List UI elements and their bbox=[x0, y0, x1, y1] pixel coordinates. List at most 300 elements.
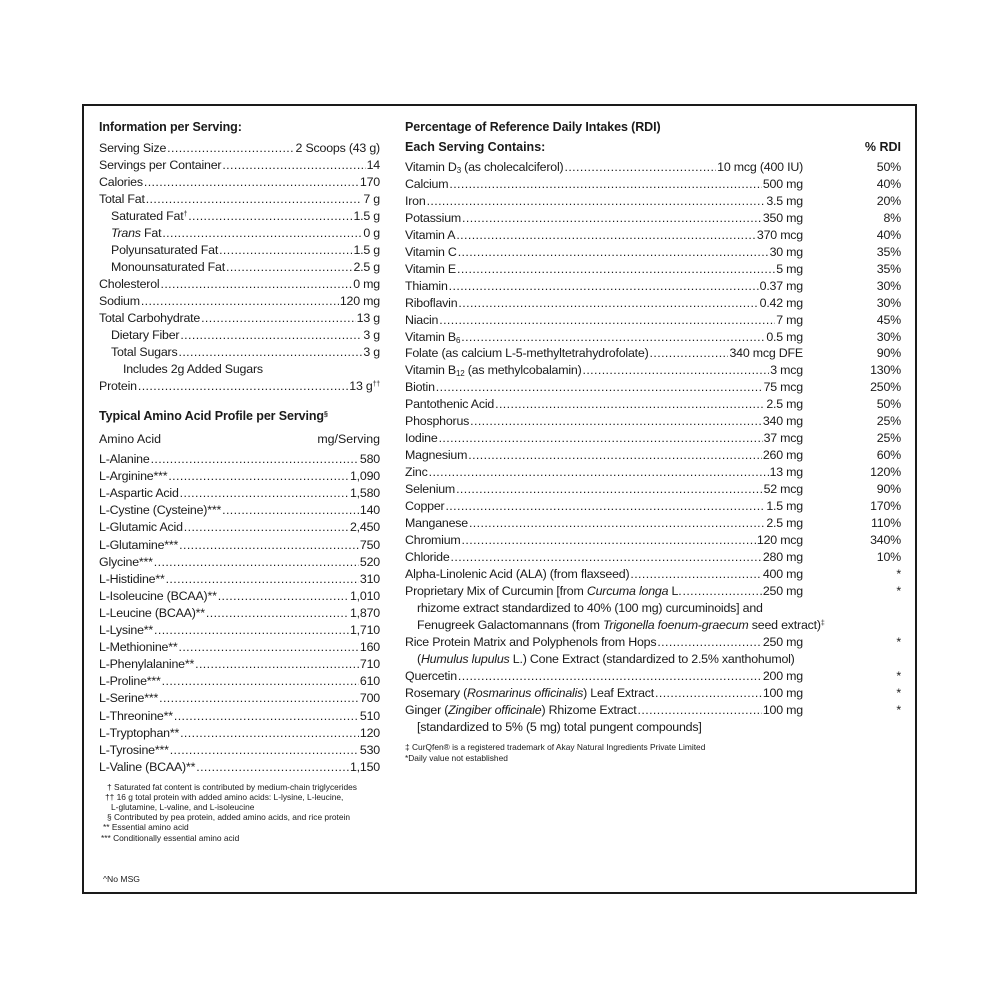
row-rdi-percent: * bbox=[896, 634, 901, 649]
row-label: L-Proline*** bbox=[99, 674, 161, 689]
row-label: Chloride bbox=[405, 549, 450, 564]
info-row bbox=[99, 174, 380, 191]
row-amount: 5 mg bbox=[776, 261, 803, 276]
rdi-row bbox=[405, 227, 901, 244]
row-label: Dietary Fiber bbox=[111, 328, 180, 342]
row-amount: 2,450 bbox=[349, 520, 380, 535]
rdi-row bbox=[405, 261, 901, 278]
row-amount: 3 g bbox=[363, 345, 380, 359]
leader-dots bbox=[144, 174, 359, 191]
leader-dots bbox=[166, 571, 359, 588]
row-label: Potassium bbox=[405, 210, 462, 225]
leader-dots bbox=[456, 227, 756, 244]
row-label: Calories bbox=[99, 175, 143, 189]
row-label: L-Tyrosine*** bbox=[99, 742, 169, 757]
row-label: L-Threonine** bbox=[99, 708, 173, 723]
rdi-row bbox=[405, 159, 901, 176]
row-label: Vitamin $D_3$ (as cholecalciferol) bbox=[405, 160, 564, 175]
info-row bbox=[99, 276, 380, 293]
leader-dots bbox=[655, 685, 762, 702]
row-amount: 30 mg bbox=[769, 244, 803, 259]
row-amount: 350 mg bbox=[762, 210, 803, 225]
amino-acid-row bbox=[99, 571, 380, 588]
row-label: Iron bbox=[405, 193, 426, 208]
footnote-line: †† 16 g total protein with added amino acids: L-lysine, L-leucine, bbox=[105, 792, 344, 802]
amino-acid-row bbox=[99, 690, 380, 707]
rdi-row bbox=[405, 193, 901, 210]
rdi-row bbox=[405, 312, 901, 329]
row-amount: 3 g bbox=[363, 328, 380, 342]
amino-col-right: mg/Serving bbox=[317, 432, 380, 446]
row-amount: 170 bbox=[359, 175, 380, 189]
amino-acid-row bbox=[99, 554, 380, 571]
rice-protein-row bbox=[405, 634, 901, 651]
row-amount: 100 mg bbox=[762, 685, 803, 700]
rdi-row bbox=[405, 481, 901, 498]
leader-dots bbox=[630, 566, 761, 583]
leader-dots bbox=[469, 515, 765, 532]
rdi-row bbox=[405, 345, 901, 362]
row-amount: 700 bbox=[359, 691, 380, 706]
leader-dots bbox=[218, 588, 349, 605]
row-label: Quercetin bbox=[405, 668, 457, 683]
row-amount: 0.5 mg bbox=[766, 329, 803, 344]
row-amount: 0.42 mg bbox=[759, 295, 803, 310]
amino-acid-row bbox=[99, 468, 380, 485]
row-amount: 2.5 g bbox=[353, 260, 380, 274]
rice-protein-line2: (Humulus lupulus L.) Cone Extract (standardized to 2.5% xanthohumol) bbox=[417, 651, 795, 666]
info-row bbox=[99, 293, 380, 310]
row-rdi-percent: 120% bbox=[870, 465, 901, 480]
leader-dots bbox=[154, 622, 349, 639]
leader-dots bbox=[180, 485, 349, 502]
row-rdi-percent: 250% bbox=[870, 380, 901, 395]
leader-dots bbox=[226, 259, 352, 276]
curcumin-line3: Fenugreek Galactomannans (from Trigonella foenum-graecum seed extract)‡ bbox=[417, 617, 825, 632]
row-rdi-percent: * bbox=[896, 685, 901, 700]
row-label: Manganese bbox=[405, 515, 468, 530]
leader-dots bbox=[439, 312, 775, 329]
quercetin-row bbox=[405, 668, 901, 685]
row-amount: 340 mcg DFE bbox=[729, 346, 803, 361]
leader-dots bbox=[461, 329, 765, 346]
row-label: L-Tryptophan** bbox=[99, 725, 180, 740]
info-subrow: Includes 2g Added Sugars bbox=[123, 362, 263, 376]
amino-acid-row bbox=[99, 519, 380, 536]
amino-acid-row bbox=[99, 622, 380, 639]
row-label: Total Sugars bbox=[111, 345, 178, 359]
row-amount: 750 bbox=[359, 537, 380, 552]
rdi-row bbox=[405, 244, 901, 261]
row-rdi-percent: 110% bbox=[871, 515, 901, 530]
row-label: L-Glutamic Acid bbox=[99, 520, 183, 535]
row-label: L-Glutamine*** bbox=[99, 537, 179, 552]
rdi-row bbox=[405, 549, 901, 566]
row-label: Protein bbox=[99, 379, 137, 393]
row-label: L-Arginine*** bbox=[99, 469, 168, 484]
leader-dots bbox=[201, 310, 356, 327]
leader-dots bbox=[178, 639, 358, 656]
amino-column-headers bbox=[99, 431, 380, 448]
amino-acid-row bbox=[99, 656, 380, 673]
row-amount: 52 mcg bbox=[763, 482, 803, 497]
row-amount: 0 mg bbox=[353, 277, 380, 291]
row-label: Zinc bbox=[405, 465, 428, 480]
leader-dots bbox=[159, 690, 359, 707]
row-amount: 1,090 bbox=[349, 469, 380, 484]
row-amount: 7 g bbox=[363, 192, 380, 206]
leader-dots bbox=[468, 447, 762, 464]
row-amount: 1.5 g bbox=[353, 209, 380, 223]
leader-dots bbox=[162, 225, 362, 242]
row-rdi-percent: 130% bbox=[870, 363, 901, 378]
row-amount: 120 mcg bbox=[756, 532, 803, 547]
row-label: Total Carbohydrate bbox=[99, 311, 201, 325]
amino-title-text: Typical Amino Acid Profile per Serving§ bbox=[99, 409, 328, 423]
rdi-footnote-line: *Daily value not established bbox=[405, 753, 508, 763]
rdi-row bbox=[405, 532, 901, 549]
leader-dots bbox=[657, 634, 762, 651]
row-label: Polyunsaturated Fat bbox=[111, 243, 219, 257]
row-label: Riboflavin bbox=[405, 295, 458, 310]
row-label: Total Fat bbox=[99, 192, 145, 206]
row-label: Vitamin A bbox=[405, 227, 456, 242]
row-amount: 160 bbox=[359, 640, 380, 655]
leader-dots bbox=[146, 191, 363, 208]
row-label: L-Histidine** bbox=[99, 571, 165, 586]
row-label: L-Isoleucine (BCAA)** bbox=[99, 588, 217, 603]
row-amount: 580 bbox=[359, 452, 380, 466]
row-amount: 13 g†† bbox=[349, 379, 380, 393]
info-row bbox=[99, 140, 380, 157]
row-rdi-percent: 90% bbox=[876, 346, 901, 361]
row-label: Proprietary Mix of Curcumin [from Curcuma longa L. bbox=[405, 583, 682, 598]
row-label: Pantothenic Acid bbox=[405, 397, 495, 412]
row-amount: 1,580 bbox=[349, 486, 380, 501]
row-label: L-Serine*** bbox=[99, 691, 159, 706]
row-rdi-percent: 35% bbox=[876, 244, 901, 259]
row-label: L-Alanine bbox=[99, 452, 150, 466]
leader-dots bbox=[445, 498, 765, 515]
row-amount: 530 bbox=[359, 742, 380, 757]
row-label: Serving Size bbox=[99, 141, 167, 155]
leader-dots bbox=[180, 725, 359, 742]
row-amount: 370 mcg bbox=[756, 227, 803, 242]
amino-acid-row bbox=[99, 673, 380, 690]
row-amount: 7 mg bbox=[776, 312, 803, 327]
row-amount: 13 mg bbox=[769, 465, 803, 480]
row-amount: 280 mg bbox=[762, 549, 803, 564]
no-msg-note: ^No MSG bbox=[103, 874, 140, 884]
row-label: Glycine*** bbox=[99, 554, 153, 569]
rdi-row bbox=[405, 464, 901, 481]
row-rdi-percent: 60% bbox=[876, 448, 901, 463]
leader-dots bbox=[462, 210, 762, 227]
leader-dots bbox=[449, 176, 762, 193]
row-amount: 10 mcg (400 IU) bbox=[717, 160, 803, 174]
leader-dots bbox=[162, 673, 359, 690]
row-amount: 1,710 bbox=[349, 623, 380, 637]
row-label: Rosemary (Rosmarinus officinalis) Leaf Extract bbox=[405, 685, 655, 700]
rdi-row bbox=[405, 515, 901, 532]
row-label: L-Aspartic Acid bbox=[99, 486, 179, 501]
row-rdi-percent: 50% bbox=[876, 160, 901, 174]
amino-acid-row bbox=[99, 502, 380, 519]
row-rdi-percent: * bbox=[896, 566, 901, 581]
row-label: L-Leucine (BCAA)** bbox=[99, 605, 205, 620]
leader-dots bbox=[174, 708, 359, 725]
row-amount: 140 bbox=[359, 503, 380, 518]
amino-acid-row bbox=[99, 485, 380, 502]
supplement-facts-panel bbox=[82, 104, 917, 894]
amino-profile-title bbox=[99, 409, 328, 423]
row-label: Folate (as calcium L-5-methyltetrahydrofolate) bbox=[405, 346, 649, 361]
row-label: Trans Fat bbox=[111, 226, 162, 240]
row-rdi-percent: 40% bbox=[876, 176, 901, 191]
row-label: Vitamin $B_6$ bbox=[405, 329, 461, 345]
row-label: Ginger (Zingiber officinale) Rhizome Extract bbox=[405, 702, 637, 717]
row-rdi-percent: * bbox=[896, 583, 901, 598]
leader-dots bbox=[222, 157, 365, 174]
rdi-title: Percentage of Reference Daily Intakes (RDI) bbox=[405, 120, 661, 134]
row-label: Iodine bbox=[405, 431, 438, 446]
row-label: Saturated Fat† bbox=[111, 209, 188, 223]
rdi-row bbox=[405, 362, 901, 379]
ginger-row bbox=[405, 702, 901, 719]
row-amount: 250 mg bbox=[762, 583, 803, 598]
footnote-line: L-glutamine, L-valine, and L-isoleucine bbox=[111, 802, 255, 812]
leader-dots bbox=[219, 242, 352, 259]
rdi-pct-header: % RDI bbox=[864, 140, 901, 154]
footnote-line: *** Conditionally essential amino acid bbox=[101, 833, 240, 843]
row-amount: 100 mg bbox=[762, 702, 803, 717]
row-label: Phosphorus bbox=[405, 414, 470, 429]
leader-dots bbox=[458, 668, 762, 685]
amino-acid-row bbox=[99, 708, 380, 725]
row-amount: 2.5 mg bbox=[766, 397, 803, 412]
rdi-subheader bbox=[405, 139, 901, 156]
footnote-line: ** Essential amino acid bbox=[103, 822, 189, 832]
row-label: Vitamin E bbox=[405, 261, 456, 276]
rdi-row bbox=[405, 210, 901, 227]
row-rdi-percent: 30% bbox=[876, 329, 901, 344]
info-row bbox=[99, 208, 380, 225]
curcumin-row bbox=[405, 583, 901, 600]
leader-dots bbox=[638, 702, 762, 719]
row-amount: 710 bbox=[359, 657, 380, 672]
row-amount: 120 mg bbox=[339, 294, 380, 308]
info-row bbox=[99, 327, 380, 344]
row-amount: 13 g bbox=[356, 311, 380, 325]
row-label: Magnesium bbox=[405, 448, 468, 463]
leader-dots bbox=[682, 583, 761, 600]
curcumin-line2: rhizome extract standardized to 40% (100 mg) curcuminoids] and bbox=[417, 600, 763, 615]
row-amount: 1.5 mg bbox=[766, 499, 803, 513]
amino-acid-row bbox=[99, 451, 380, 468]
row-label: Vitamin $B_{12}$ (as methylcobalamin) bbox=[405, 363, 582, 379]
leader-dots bbox=[160, 276, 352, 293]
row-rdi-percent: 30% bbox=[876, 278, 901, 293]
row-amount: 310 bbox=[359, 571, 380, 586]
info-row bbox=[99, 157, 380, 174]
leader-dots bbox=[439, 430, 763, 447]
leader-dots bbox=[154, 554, 359, 571]
leader-dots bbox=[451, 549, 762, 566]
leader-dots bbox=[141, 293, 339, 310]
rdi-footnote-line: ‡ CurQfen® is a registered trademark of Akay Natural Ingredients Private Limited bbox=[405, 742, 706, 752]
row-amount: 340 mg bbox=[762, 414, 803, 429]
row-rdi-percent: 40% bbox=[876, 227, 901, 242]
row-rdi-percent: 90% bbox=[876, 482, 901, 497]
row-label: Cholesterol bbox=[99, 277, 160, 291]
row-label: L-Methionine** bbox=[99, 640, 178, 655]
row-label: Vitamin C bbox=[405, 244, 457, 259]
row-rdi-percent: 25% bbox=[876, 414, 901, 429]
row-amount: 500 mg bbox=[762, 176, 803, 191]
row-rdi-percent: 35% bbox=[876, 261, 901, 276]
row-amount: 1.5 g bbox=[353, 243, 380, 257]
leader-dots bbox=[458, 244, 769, 261]
rdi-row bbox=[405, 176, 901, 193]
row-label: Calcium bbox=[405, 176, 449, 191]
amino-acid-row bbox=[99, 537, 380, 554]
row-amount: 120 bbox=[359, 725, 380, 740]
row-label: Chromium bbox=[405, 532, 461, 547]
leader-dots bbox=[564, 159, 716, 176]
info-row bbox=[99, 259, 380, 276]
row-label: Selenium bbox=[405, 482, 456, 497]
row-amount: 75 mcg bbox=[763, 380, 803, 395]
row-amount: 250 mg bbox=[762, 634, 803, 649]
row-amount: 14 bbox=[366, 158, 380, 172]
info-row bbox=[99, 225, 380, 242]
info-row bbox=[99, 242, 380, 259]
info-row bbox=[99, 191, 380, 208]
leader-dots bbox=[449, 278, 759, 295]
row-amount: 2.5 mg bbox=[766, 515, 803, 530]
leader-dots bbox=[180, 327, 362, 344]
leader-dots bbox=[188, 208, 352, 225]
leader-dots bbox=[427, 193, 766, 210]
row-label: Sodium bbox=[99, 294, 140, 308]
leader-dots bbox=[470, 413, 762, 430]
footnote-line: § Contributed by pea protein, added amino acids, and rice protein bbox=[107, 812, 351, 822]
row-label: Copper bbox=[405, 499, 445, 513]
ginger-line2: [standardized to 5% (5 mg) total pungent compounds] bbox=[417, 719, 702, 734]
rdi-row bbox=[405, 295, 901, 312]
row-label: Niacin bbox=[405, 312, 439, 327]
leader-dots bbox=[168, 468, 349, 485]
row-amount: 3 mcg bbox=[770, 363, 803, 378]
leader-dots bbox=[458, 295, 758, 312]
rdi-row bbox=[405, 566, 901, 583]
row-rdi-percent: 50% bbox=[876, 397, 901, 412]
row-rdi-percent: 8% bbox=[883, 210, 901, 225]
row-label: Rice Protein Matrix and Polyphenols from Hops bbox=[405, 634, 657, 649]
leader-dots bbox=[195, 656, 359, 673]
leader-dots bbox=[151, 451, 359, 468]
amino-acid-row bbox=[99, 605, 380, 622]
leader-dots bbox=[170, 742, 359, 759]
row-rdi-percent: 340% bbox=[870, 532, 901, 547]
row-label: Biotin bbox=[405, 380, 435, 395]
row-amount: 510 bbox=[359, 708, 380, 723]
leader-dots bbox=[196, 759, 349, 776]
amino-acid-row bbox=[99, 639, 380, 656]
rdi-row bbox=[405, 379, 901, 396]
leader-dots bbox=[457, 261, 775, 278]
amino-acid-row bbox=[99, 742, 380, 759]
row-label: Servings per Container bbox=[99, 158, 222, 172]
amino-acid-row bbox=[99, 759, 380, 776]
leader-dots bbox=[495, 396, 765, 413]
row-rdi-percent: 10% bbox=[876, 549, 901, 564]
rdi-subtitle: Each Serving Contains: bbox=[405, 140, 546, 154]
leader-dots bbox=[456, 481, 763, 498]
info-row bbox=[99, 310, 380, 327]
leader-dots bbox=[167, 140, 294, 157]
leader-dots bbox=[462, 532, 756, 549]
row-amount: 520 bbox=[359, 554, 380, 569]
row-amount: 2 Scoops (43 g) bbox=[295, 141, 380, 155]
row-label: L-Phenylalanine** bbox=[99, 657, 195, 672]
leader-dots bbox=[184, 519, 349, 536]
row-amount: 0 g bbox=[363, 226, 380, 240]
leader-dots bbox=[429, 464, 769, 481]
amino-acid-row bbox=[99, 588, 380, 605]
row-label: L-Valine (BCAA)** bbox=[99, 759, 196, 774]
rdi-row bbox=[405, 396, 901, 413]
leader-dots bbox=[178, 344, 362, 361]
row-rdi-percent: 30% bbox=[876, 295, 901, 310]
row-rdi-percent: 170% bbox=[870, 499, 901, 513]
leader-dots bbox=[179, 537, 359, 554]
info-row bbox=[99, 378, 380, 395]
row-amount: 37 mcg bbox=[763, 431, 803, 446]
amino-col-left: Amino Acid bbox=[99, 432, 161, 446]
rdi-row bbox=[405, 329, 901, 346]
row-amount: 3.5 mg bbox=[766, 193, 803, 208]
row-label: Alpha-Linolenic Acid (ALA) (from flaxseed) bbox=[405, 566, 630, 581]
leader-dots bbox=[206, 605, 349, 622]
row-rdi-percent: 20% bbox=[876, 193, 901, 208]
leader-dots bbox=[222, 502, 359, 519]
rdi-row bbox=[405, 278, 901, 295]
footnote-line: † Saturated fat content is contributed by medium-chain triglycerides bbox=[107, 782, 357, 792]
info-row bbox=[99, 344, 380, 361]
leader-dots bbox=[138, 378, 348, 395]
rdi-row bbox=[405, 430, 901, 447]
rdi-row bbox=[405, 447, 901, 464]
rosemary-row bbox=[405, 685, 901, 702]
amino-acid-row bbox=[99, 725, 380, 742]
leader-dots bbox=[436, 379, 763, 396]
row-amount: 200 mg bbox=[762, 668, 803, 683]
row-amount: 1,010 bbox=[349, 588, 380, 603]
row-rdi-percent: 25% bbox=[876, 431, 901, 446]
row-rdi-percent: 45% bbox=[876, 312, 901, 327]
row-label: Thiamin bbox=[405, 278, 448, 293]
row-amount: 260 mg bbox=[762, 448, 803, 463]
row-rdi-percent: * bbox=[896, 668, 901, 683]
leader-dots bbox=[650, 345, 729, 362]
rdi-row bbox=[405, 498, 901, 515]
row-label: L-Cystine (Cysteine)*** bbox=[99, 503, 222, 518]
row-label: L-Lysine** bbox=[99, 623, 154, 637]
info-per-serving-title: Information per Serving: bbox=[99, 120, 242, 134]
row-amount: 1,150 bbox=[349, 759, 380, 774]
row-amount: 400 mg bbox=[762, 566, 803, 581]
